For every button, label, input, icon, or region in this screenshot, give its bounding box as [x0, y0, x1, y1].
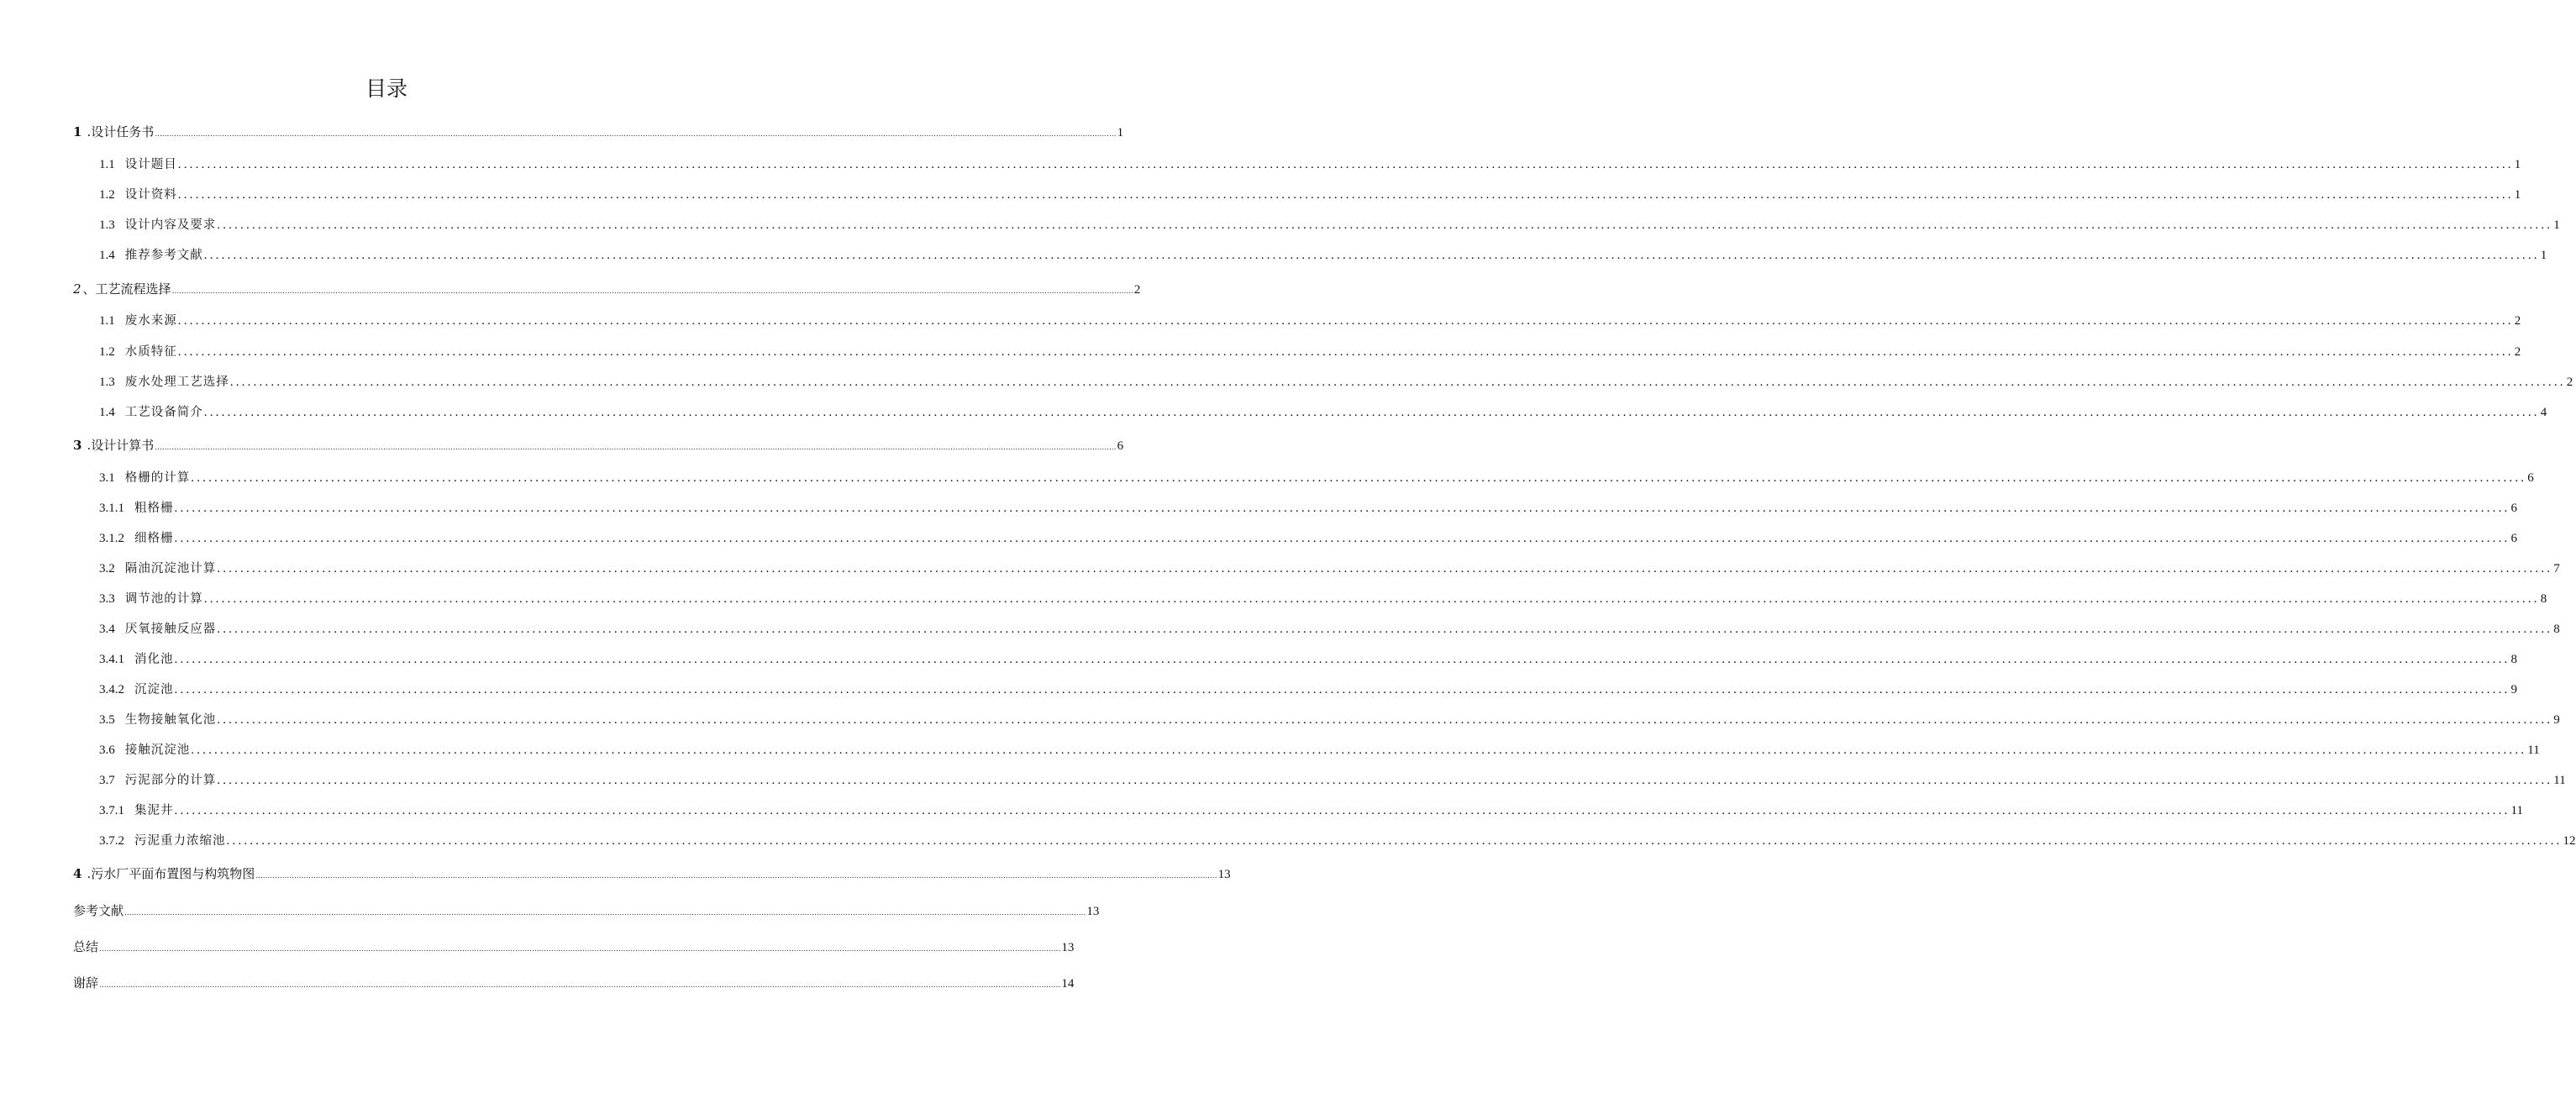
toc-entry-text: .设计计算书 — [87, 438, 155, 453]
toc-entry-text: .污水厂平面布置图与构筑物图 — [87, 866, 255, 881]
toc-entry-page: 13 — [1217, 868, 1231, 881]
toc-entry-label — [99, 801, 174, 818]
toc-entry-page: 9 — [2553, 713, 2560, 727]
toc-entry-page: 11 — [2510, 804, 2523, 817]
toc-entry-label — [99, 559, 216, 576]
toc-entry-text: 污泥部分的计算 — [124, 774, 217, 787]
toc-entry-label — [99, 185, 177, 202]
dot-leader: ................................................................................................................................................................................................................................................................................................................................................................................................................ — [155, 444, 1117, 452]
dot-leader: ................................................................................................................................................................................................................................................................................................................................................................................................................ — [174, 532, 2510, 545]
toc-entry-page: 2 — [2566, 376, 2573, 389]
toc-entry-page: 4 — [2540, 406, 2547, 419]
toc-entry-text: 废水处理工艺选择 — [124, 376, 229, 389]
toc-entry[interactable] — [99, 339, 2521, 360]
toc-entry[interactable] — [99, 677, 2517, 697]
toc-entry[interactable] — [73, 277, 1141, 297]
toc-entry-text: 水质特征 — [124, 345, 177, 359]
toc-entry-number: 3.4.1 — [99, 653, 124, 666]
toc-entry-number: 1.3 — [99, 218, 115, 232]
toc-entry-text: 推荐参考文献 — [124, 249, 203, 262]
dot-leader: ................................................................................................................................................................................................................................................................................................................................................................................................................ — [177, 158, 2514, 171]
toc-entry[interactable] — [99, 182, 2521, 202]
dot-leader: ................................................................................................................................................................................................................................................................................................................................................................................................................ — [217, 713, 2553, 727]
toc-entry[interactable] — [99, 768, 2566, 788]
toc-entry[interactable] — [99, 243, 2547, 263]
toc-entry-page: 2 — [2514, 314, 2521, 328]
toc-entry-label — [99, 770, 216, 788]
toc-entry-page: 13 — [1061, 941, 1075, 954]
toc-entry-page: 7 — [2553, 562, 2560, 575]
toc-entry-page: 2 — [2514, 345, 2521, 359]
toc-entry[interactable] — [73, 935, 1075, 955]
dot-leader: ................................................................................................................................................................................................................................................................................................................................................................................................................ — [217, 218, 2553, 232]
toc-entry-number: 2 — [73, 281, 81, 297]
toc-entry[interactable] — [99, 647, 2517, 667]
dot-leader: ................................................................................................................................................................................................................................................................................................................................................................................................................ — [217, 774, 2553, 787]
toc-entry-page: 11 — [2527, 744, 2540, 757]
toc-entry-text: 参考文献 — [73, 903, 124, 918]
toc-entry-label — [99, 831, 226, 849]
dot-leader: ................................................................................................................................................................................................................................................................................................................................................................................................................ — [255, 872, 1217, 880]
dot-leader: ................................................................................................................................................................................................................................................................................................................................................................................................................ — [177, 188, 2514, 202]
dot-leader: ................................................................................................................................................................................................................................................................................................................................................................................................................ — [174, 804, 2510, 817]
toc-entry-page: 1 — [2514, 188, 2521, 202]
toc-entry-label — [99, 215, 216, 233]
toc-entry[interactable] — [99, 828, 2576, 849]
dot-leader: ................................................................................................................................................................................................................................................................................................................................................................................................................ — [155, 130, 1117, 139]
toc-entry-number: 1.4 — [99, 406, 115, 419]
dot-leader: ................................................................................................................................................................................................................................................................................................................................................................................................................ — [99, 981, 1061, 990]
toc-entry-page: 1 — [2553, 218, 2560, 232]
toc-entry-label — [73, 436, 154, 454]
toc-entry-page: 13 — [1086, 905, 1100, 918]
toc-entry-text: 、工艺流程选择 — [82, 281, 171, 297]
toc-entry-text: 细格栅 — [134, 532, 174, 545]
toc-entry-text: 生物接触氧化池 — [124, 713, 217, 727]
toc-entry-label — [99, 245, 203, 263]
toc-entry-text: 调节池的计算 — [124, 592, 203, 606]
dot-leader: ................................................................................................................................................................................................................................................................................................................................................................................................................ — [191, 744, 2527, 757]
toc-entry-number: 3.7.2 — [99, 834, 124, 848]
toc-entry-text: 厌氧接触反应器 — [124, 623, 217, 636]
toc-entry[interactable] — [73, 862, 1231, 882]
toc-entry[interactable] — [73, 899, 1100, 919]
toc-entry-text: 集泥井 — [134, 804, 174, 817]
toc-entry-label — [99, 528, 174, 546]
toc-entry-page: 2 — [1133, 283, 1141, 297]
toc-entry-text: 沉淀池 — [134, 683, 174, 696]
dot-leader: ................................................................................................................................................................................................................................................................................................................................................................................................................ — [177, 314, 2514, 328]
toc-entry-number: 3.4.2 — [99, 683, 124, 696]
toc-entry[interactable] — [73, 120, 1124, 140]
toc-entry-page: 8 — [2510, 653, 2517, 666]
dot-leader: ................................................................................................................................................................................................................................................................................................................................................................................................................ — [171, 287, 1133, 296]
page-title: 目录 — [365, 76, 407, 101]
toc-entry[interactable] — [99, 400, 2547, 420]
dot-leader: ................................................................................................................................................................................................................................................................................................................................................................................................................ — [226, 834, 2563, 848]
toc-entry-text: 谢辞 — [73, 975, 99, 991]
toc-entry-page: 8 — [2540, 592, 2547, 606]
toc-entry[interactable] — [73, 434, 1124, 454]
dot-leader: ................................................................................................................................................................................................................................................................................................................................................................................................................ — [217, 562, 2553, 575]
toc-entry-number: 1.2 — [99, 188, 115, 202]
dot-leader: ................................................................................................................................................................................................................................................................................................................................................................................................................ — [174, 653, 2510, 666]
toc-entry-label — [73, 938, 98, 955]
toc-entry-label — [99, 342, 177, 360]
toc-entry[interactable] — [99, 556, 2560, 576]
toc-entry-page: 1 — [2540, 249, 2547, 262]
toc-entry-label — [99, 402, 203, 420]
toc-entry[interactable] — [99, 152, 2521, 172]
toc-entry[interactable] — [99, 526, 2517, 546]
toc-entry[interactable] — [99, 465, 2534, 486]
toc-entry-number: 3.3 — [99, 592, 115, 606]
toc-entry-number: 3.7 — [99, 774, 115, 787]
toc-entry-page: 14 — [1061, 977, 1075, 991]
toc-entry[interactable] — [99, 707, 2560, 728]
toc-entry-page: 11 — [2553, 774, 2566, 787]
toc-entry-label — [99, 740, 190, 758]
toc-entry[interactable] — [99, 586, 2547, 607]
dot-leader: ................................................................................................................................................................................................................................................................................................................................................................................................................ — [99, 945, 1061, 954]
dot-leader: ................................................................................................................................................................................................................................................................................................................................................................................................................ — [203, 592, 2540, 606]
toc-entry-label — [99, 372, 229, 390]
toc-entry-text: 粗格栅 — [134, 502, 174, 515]
toc-entry-number: 3.1 — [99, 471, 115, 485]
toc-entry-number: 3.1.2 — [99, 532, 124, 545]
toc-entry-text: 废水来源 — [124, 314, 177, 328]
dot-leader: ................................................................................................................................................................................................................................................................................................................................................................................................................ — [174, 502, 2510, 515]
toc-entry-page: 6 — [1117, 439, 1124, 453]
toc-entry-page: 8 — [2553, 623, 2560, 636]
toc-entry-page: 1 — [1117, 126, 1124, 139]
toc-entry-label — [99, 155, 177, 172]
toc-entry-number: 1.3 — [99, 376, 115, 389]
toc-entry[interactable] — [99, 370, 2573, 390]
toc-entry[interactable] — [99, 738, 2540, 758]
toc-entry-text: 工艺设备简介 — [124, 406, 203, 419]
toc-entry-number: 1 — [73, 124, 82, 139]
dot-leader: ................................................................................................................................................................................................................................................................................................................................................................................................................ — [177, 345, 2514, 359]
dot-leader: ................................................................................................................................................................................................................................................................................................................................................................................................................ — [203, 406, 2540, 419]
toc-entry[interactable] — [73, 971, 1075, 991]
toc-entry-number: 3.6 — [99, 744, 115, 757]
toc-entry-text: 消化池 — [134, 653, 174, 666]
toc-entry-page: 9 — [2510, 683, 2517, 696]
toc-entry-text: 污泥重力浓缩池 — [134, 834, 226, 848]
toc-entry[interactable] — [99, 798, 2523, 818]
toc-entry-text: 设计资料 — [124, 188, 177, 202]
toc-entry-label — [99, 468, 190, 486]
toc-entry-text: 总结 — [73, 939, 99, 954]
toc-entry-label — [73, 864, 255, 882]
toc-entry-page: 1 — [2514, 158, 2521, 171]
toc-entry-number: 4 — [73, 866, 82, 881]
toc-entry-text: 格栅的计算 — [124, 471, 191, 485]
dot-leader: ................................................................................................................................................................................................................................................................................................................................................................................................................ — [217, 623, 2553, 636]
toc-entry-number: 1.2 — [99, 345, 115, 359]
toc-entry-label — [99, 498, 174, 516]
toc-entry-number: 3.4 — [99, 623, 115, 636]
toc-entry-label — [73, 974, 98, 991]
toc-entry-page: 6 — [2510, 502, 2517, 515]
toc-entry-page: 6 — [2527, 471, 2534, 485]
dot-leader: ................................................................................................................................................................................................................................................................................................................................................................................................................ — [229, 376, 2566, 389]
toc-entry-page: 6 — [2510, 532, 2517, 545]
toc-entry-number: 3.1.1 — [99, 502, 124, 515]
toc-entry-label — [99, 710, 216, 728]
toc-entry[interactable] — [99, 213, 2560, 233]
toc-entry-label — [99, 589, 203, 607]
dot-leader: ................................................................................................................................................................................................................................................................................................................................................................................................................ — [174, 683, 2510, 696]
toc-entry-label — [73, 901, 124, 919]
toc-entry-text: .设计任务书 — [87, 124, 155, 139]
toc-entry-label — [99, 680, 174, 697]
toc-entry-page: 12 — [2563, 834, 2576, 848]
dot-leader: ................................................................................................................................................................................................................................................................................................................................................................................................................ — [124, 909, 1086, 917]
dot-leader: ................................................................................................................................................................................................................................................................................................................................................................................................................ — [191, 471, 2527, 485]
toc-entry-text: 隔油沉淀池计算 — [124, 562, 217, 575]
toc-entry-number: 1.4 — [99, 249, 115, 262]
toc-entry[interactable] — [99, 308, 2521, 328]
toc-entry-text: 设计内容及要求 — [124, 218, 217, 232]
toc-entry-number: 3.7.1 — [99, 804, 124, 817]
toc-entry-label — [73, 280, 171, 297]
toc-entry-label — [73, 123, 154, 140]
toc-entry-number: 3.2 — [99, 562, 115, 575]
toc-entry-label — [99, 311, 177, 328]
toc-entry-label — [99, 619, 216, 637]
toc-entry-number: 1.1 — [99, 314, 115, 328]
toc-entry[interactable] — [99, 496, 2517, 516]
toc-entry-number: 1.1 — [99, 158, 115, 171]
toc-entry-number: 3 — [73, 438, 82, 453]
dot-leader: ................................................................................................................................................................................................................................................................................................................................................................................................................ — [203, 249, 2540, 262]
toc-entry-number: 3.5 — [99, 713, 115, 727]
toc-entry-text: 接触沉淀池 — [124, 744, 191, 757]
toc-entry-label — [99, 649, 174, 667]
toc-entry[interactable] — [99, 617, 2560, 637]
toc-entry-text: 设计题目 — [124, 158, 177, 171]
